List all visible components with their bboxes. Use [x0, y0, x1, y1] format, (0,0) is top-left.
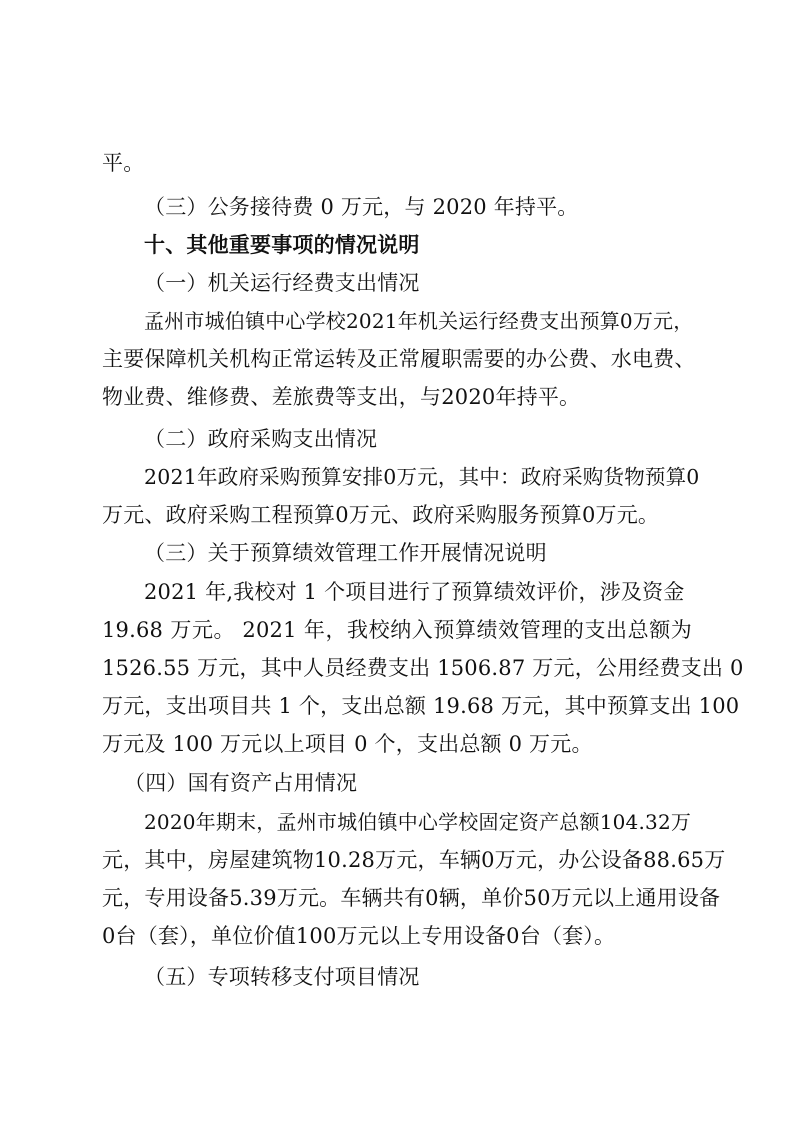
paragraph-line: 1526.55 万元，其中人员经费支出 1506.87 万元，公用经费支出 0	[102, 656, 744, 680]
subsection-heading: （二）政府采购支出情况	[144, 427, 378, 451]
paragraph-line: 2021年政府采购预算安排0万元，其中：政府采购货物预算0	[144, 465, 700, 489]
paragraph-line: 2021 年,我校对 1 个项目进行了预算绩效评价，涉及资金	[144, 580, 685, 604]
paragraph-line: 元，专用设备5.39万元。车辆共有0辆，单价50万元以上通用设备	[102, 886, 721, 910]
paragraph-line: 万元、政府采购工程预算0万元、政府采购服务预算0万元。	[102, 503, 660, 527]
subsection-heading: （五）专项转移支付项目情况	[144, 965, 420, 989]
paragraph-line: 主要保障机关机构正常运转及正常履职需要的办公费、水电费、	[102, 347, 696, 371]
paragraph-line: （三）公务接待费 0 万元，与 2020 年持平。	[144, 195, 579, 219]
paragraph-line: 物业费、维修费、差旅费等支出，与2020年持平。	[102, 385, 581, 409]
paragraph-line: 万元，支出项目共 1 个，支出总额 19.68 万元，其中预算支出 100	[102, 694, 740, 718]
paragraph-line: 万元及 100 万元以上项目 0 个，支出总额 0 万元。	[102, 732, 593, 756]
paragraph-line: 元，其中，房屋建筑物10.28万元，车辆0万元，办公设备88.65万	[102, 848, 726, 872]
subsection-heading: （三）关于预算绩效管理工作开展情况说明	[144, 541, 547, 565]
paragraph-line: 平。	[102, 151, 145, 175]
paragraph-line: 2020年期末，孟州市城伯镇中心学校固定资产总额104.32万	[144, 810, 692, 834]
paragraph-line: 孟州市城伯镇中心学校2021年机关运行经费支出预算0万元，	[144, 309, 694, 333]
subsection-heading: （一）机关运行经费支出情况	[144, 271, 420, 295]
paragraph-line: 19.68 万元。 2021 年，我校纳入预算绩效管理的支出总额为	[102, 618, 692, 642]
paragraph-line: 0台（套），单位价值100万元以上专用设备0台（套）。	[102, 924, 616, 948]
subsection-heading: （四）国有资产占用情况	[124, 771, 358, 795]
section-heading: 十、其他重要事项的情况说明	[144, 233, 420, 257]
